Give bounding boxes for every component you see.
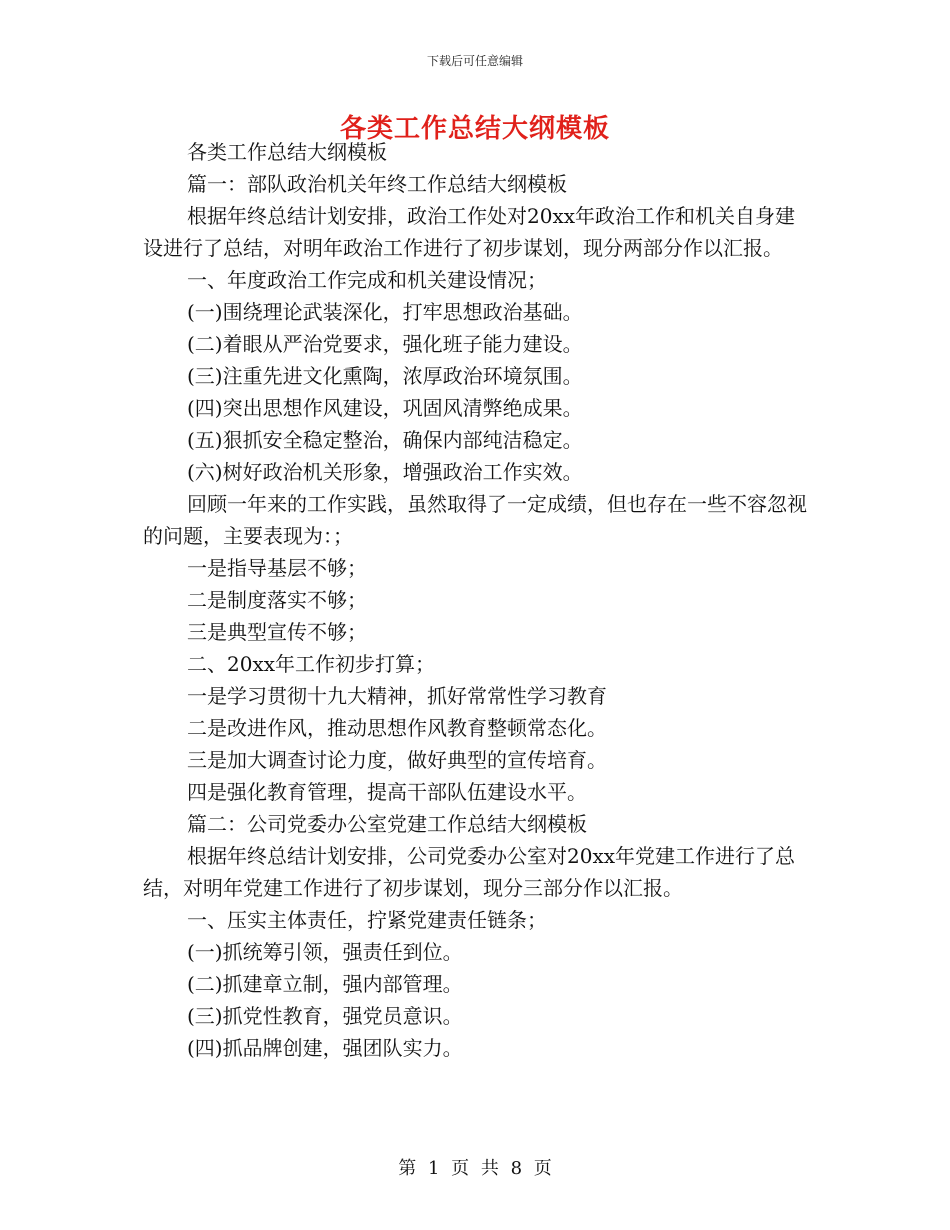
paragraph: 二、20xx年工作初步打算； xyxy=(187,652,436,676)
paragraph: 一是指导基层不够； xyxy=(187,556,367,580)
paragraph: 根据年终总结计划安排，政治工作处对20xx年政治工作和机关自身建设进行了总结，对明年政治工作进行了初步谋划，现分两部分作以汇报。 xyxy=(143,204,796,260)
paragraph: 一、压实主体责任，拧紧党建责任链条； xyxy=(187,908,547,932)
paragraph: (二)着眼从严治党要求，强化班子能力建设。 xyxy=(187,332,583,356)
paragraph: (五)狠抓安全稳定整治，确保内部纯洁稳定。 xyxy=(187,428,583,452)
paragraph: (三)注重先进文化熏陶，浓厚政治环境氛围。 xyxy=(187,364,583,388)
paragraph: (四)突出思想作风建设，巩固风清弊绝成果。 xyxy=(187,396,583,420)
paragraph: (四)抓品牌创建，强团队实力。 xyxy=(187,1036,463,1060)
paragraph: (六)树好政治机关形象，增强政治工作实效。 xyxy=(187,460,583,484)
paragraph: (一)抓统筹引领，强责任到位。 xyxy=(187,940,463,964)
paragraph: 根据年终总结计划安排，公司党委办公室对20xx年党建工作进行了总结，对明年党建工作进行了初步谋划，现分三部分作以汇报。 xyxy=(143,844,796,900)
document-title: 各类工作总结大纲模板 xyxy=(339,114,610,144)
document-body xyxy=(143,136,807,1064)
paragraph: 回顾一年来的工作实践，虽然取得了一定成绩，但也存在一些不容忽视的问题，主要表现为：； xyxy=(143,492,807,548)
paragraph: 篇一：部队政治机关年终工作总结大纲模板 xyxy=(187,172,567,196)
paragraph: (一)围绕理论武装深化，打牢思想政治基础。 xyxy=(187,300,583,324)
paragraph: (三)抓党性教育，强党员意识。 xyxy=(187,1004,463,1028)
paragraph: 四是强化教育管理，提高干部队伍建设水平。 xyxy=(187,780,587,804)
paragraph: 二是制度落实不够； xyxy=(187,588,367,612)
paragraph: (二)抓建章立制，强内部管理。 xyxy=(187,972,463,996)
paragraph: 各类工作总结大纲模板 xyxy=(187,140,387,164)
paragraph: 三是加大调查讨论力度，做好典型的宣传培育。 xyxy=(187,748,607,772)
paragraph: 一、年度政治工作完成和机关建设情况； xyxy=(187,268,547,292)
paragraph: 三是典型宣传不够； xyxy=(187,620,367,644)
paragraph: 篇二：公司党委办公室党建工作总结大纲模板 xyxy=(187,812,587,836)
paragraph: 二是改进作风，推动思想作风教育整顿常态化。 xyxy=(187,716,607,740)
header-note: 下载后可任意编辑 xyxy=(426,54,523,68)
page-footer: 第 1 页 共 8 页 xyxy=(398,1158,552,1179)
paragraph: 一是学习贯彻十九大精神，抓好常常性学习教育 xyxy=(187,684,607,708)
